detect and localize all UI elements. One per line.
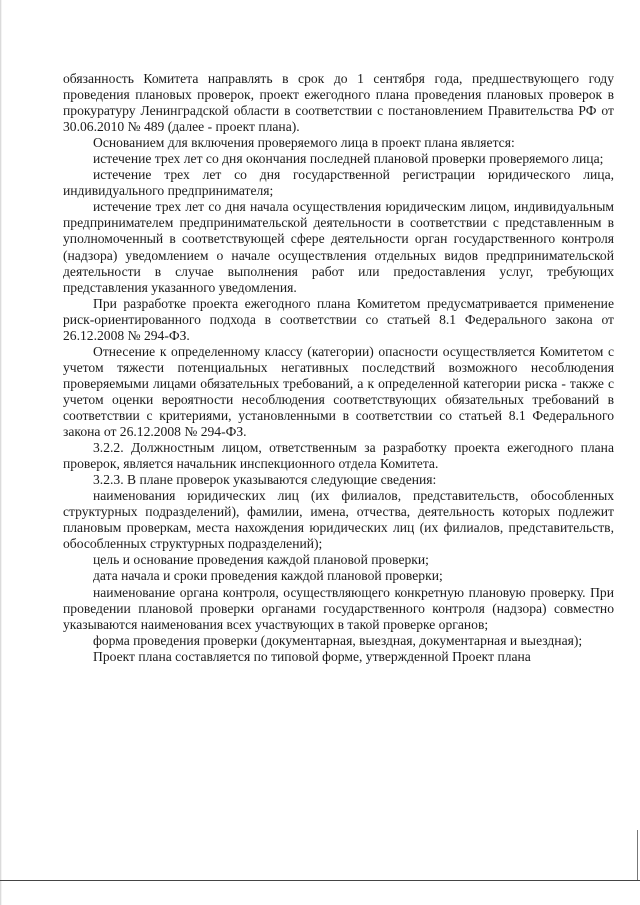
paragraph-0: обязанность Комитета направлять в срок до 1 сентября года, предшествующего году проведения плановых проверок, проект ежегодного плана проведения плановых проверок в прокуратуру Ленинградской области в соответствии с постановлением Правительства РФ от 30.06.2010 № 489 (далее - проект плана). — [63, 71, 614, 135]
paragraph-8: 3.2.3. В плане проверок указываются следующие сведения: — [93, 472, 437, 488]
paragraph-13: форма проведения проверки (документарная, выездная, документарная и выездная); — [93, 632, 583, 648]
paragraph-11: дата начала и сроки проведения каждой плановой проверки; — [93, 568, 443, 584]
paragraph-7: 3.2.2. Должностным лицом, ответственным за разработку проекта ежегодного плана проверок, является начальник инспекционного отдела Комитета. — [63, 440, 614, 472]
paragraph-4: истечение трех лет со дня начала осуществления юридическим лицом, индивидуальным предпринимателем предпринимательской деятельности в соответствии с представленным в уполномоченный в соответствующей сфере деятельности орган государственного контроля (надзора) уведомлением о начале осуществления отдельных видов предпринимательской деятельности в случае выполнения работ или предоставления услуг, требующих представления указанного уведомления. — [63, 199, 614, 295]
paragraph-5: При разработке проекта ежегодного плана Комитетом предусматривается применение риск-ориентированного подхода в соответствии со статьей 8.1 Федерального закона от 26.12.2008 № 294-ФЗ. — [63, 295, 614, 343]
scan-left-edge — [0, 0, 2, 905]
paragraph-12: наименование органа контроля, осуществляющего конкретную плановую проверку. При проведении плановой проверки органами государственного контроля (надзора) совместно указываются наименования всех участвующих в такой проверке органов; — [63, 584, 614, 632]
paragraph-6: Отнесение к определенному классу (категории) опасности осуществляется Комитетом с учетом тяжести потенциальных негативных последствий возможного несоблюдения проверяемыми лицами обязательных требований, а к определенной категории риска - также с учетом оценки вероятности несоблюдения соответствующих обязательных требований в соответствии с критериями, установленными в соответствии со статьей 8.1 Федерального закона от 26.12.2008 № 294-ФЗ. — [63, 343, 614, 440]
scan-bottom-edge — [0, 880, 640, 881]
document-body — [63, 71, 614, 665]
paragraph-1: Основанием для включения проверяемого лица в проект плана является: — [93, 135, 515, 151]
scan-right-edge — [637, 830, 638, 880]
paragraph-9: наименования юридических лиц (их филиалов, представительств, обособленных структурных подразделений), фамилии, имена, отчества, деятельность которых подлежит плановым проверкам, места нахождения юридических лиц (их филиалов, представительств, обособленных структурных подразделений); — [63, 488, 614, 552]
paragraph-3: истечение трех лет со дня государственной регистрации юридического лица, индивидуального предпринимателя; — [63, 167, 614, 199]
paragraph-14: Проект плана составляется по типовой форме, утвержденной Проект плана — [93, 648, 531, 664]
paragraph-10: цель и основание проведения каждой плановой проверки; — [93, 552, 429, 568]
paragraph-2: истечение трех лет со дня окончания последней плановой проверки проверяемого лица; — [93, 151, 604, 167]
